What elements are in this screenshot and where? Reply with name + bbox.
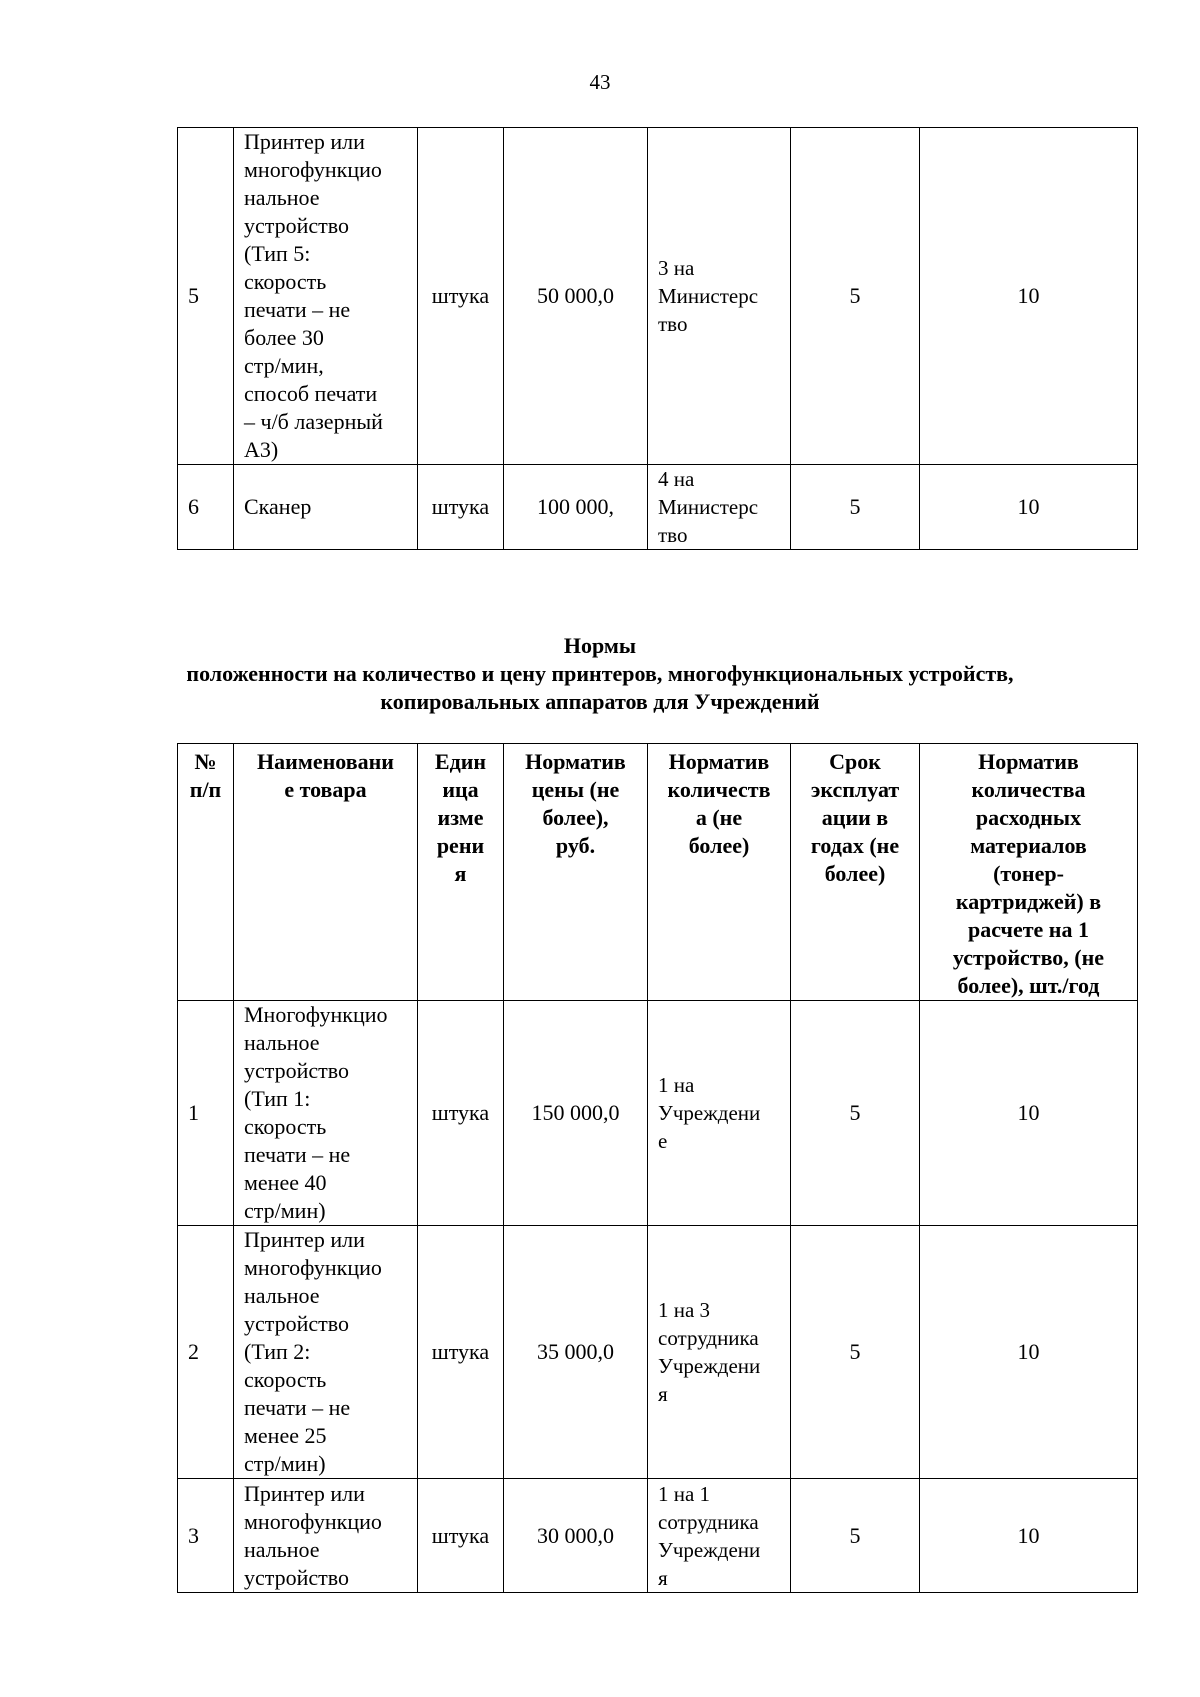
cell-price: 30 000,0: [504, 1479, 648, 1593]
cell-name: Принтер или многофункцио нальное устройство (Тип 2: скорость печати – не менее 25 стр/мин): [234, 1226, 418, 1479]
norms-table-continued: [177, 127, 1138, 550]
cell-consumables: 10: [920, 128, 1138, 465]
heading-subtitle-line2: копировальных аппаратов для Учреждений: [380, 689, 820, 714]
cell-no: 6: [178, 465, 234, 550]
cell-unit: штука: [418, 128, 504, 465]
table-row: [178, 1001, 1138, 1226]
cell-consumables: 10: [920, 465, 1138, 550]
header-term: Срок эксплуат ации в годах (не более): [791, 744, 920, 1001]
cell-quantity: 1 на Учреждени е: [648, 1001, 791, 1226]
header-consumables: Норматив количества расходных материалов (тонер- картриджей) в расчете на 1 устройство, (не более), шт./год: [920, 744, 1138, 1001]
cell-name: Принтер или многофункцио нальное устройство: [234, 1479, 418, 1593]
cell-term: 5: [791, 128, 920, 465]
table-row: [178, 128, 1138, 465]
cell-name: Многофункцио нальное устройство (Тип 1: скорость печати – не менее 40 стр/мин): [234, 1001, 418, 1226]
section-heading: [0, 632, 1200, 716]
norms-table: [177, 743, 1138, 1593]
cell-consumables: 10: [920, 1001, 1138, 1226]
cell-consumables: 10: [920, 1226, 1138, 1479]
cell-quantity: 1 на 3 сотрудника Учреждени я: [648, 1226, 791, 1479]
cell-quantity: 4 на Министерс тво: [648, 465, 791, 550]
cell-no: 5: [178, 128, 234, 465]
header-quantity: Норматив количеств а (не более): [648, 744, 791, 1001]
cell-unit: штука: [418, 1001, 504, 1226]
cell-quantity: 1 на 1 сотрудника Учреждени я: [648, 1479, 791, 1593]
cell-price: 50 000,0: [504, 128, 648, 465]
cell-unit: штука: [418, 1479, 504, 1593]
cell-unit: штука: [418, 1226, 504, 1479]
cell-term: 5: [791, 1001, 920, 1226]
cell-no: 3: [178, 1479, 234, 1593]
table-row: [178, 465, 1138, 550]
page-number: 43: [589, 70, 611, 94]
header-price: Норматив цены (не более), руб.: [504, 744, 648, 1001]
heading-title: Нормы: [563, 633, 637, 658]
cell-price: 150 000,0: [504, 1001, 648, 1226]
table-row: [178, 1479, 1138, 1593]
header-no: № п/п: [178, 744, 234, 1001]
cell-price: 35 000,0: [504, 1226, 648, 1479]
cell-term: 5: [791, 1226, 920, 1479]
cell-name: Сканер: [234, 465, 418, 550]
cell-name: Принтер или многофункцио нальное устройство (Тип 5: скорость печати – не более 30 стр/мин, способ печати – ч/б лазерный А3): [234, 128, 418, 465]
cell-term: 5: [791, 1479, 920, 1593]
table-header-row: [178, 744, 1138, 1001]
cell-consumables: 10: [920, 1479, 1138, 1593]
cell-term: 5: [791, 465, 920, 550]
heading-subtitle-line1: положенности на количество и цену принтеров, многофункциональных устройств,: [186, 661, 1014, 686]
cell-no: 2: [178, 1226, 234, 1479]
cell-unit: штука: [418, 465, 504, 550]
header-unit: Един ица изме рени я: [418, 744, 504, 1001]
cell-quantity: 3 на Министерс тво: [648, 128, 791, 465]
cell-no: 1: [178, 1001, 234, 1226]
header-name: Наименовани е товара: [234, 744, 418, 1001]
cell-price: 100 000,: [504, 465, 648, 550]
table-row: [178, 1226, 1138, 1479]
